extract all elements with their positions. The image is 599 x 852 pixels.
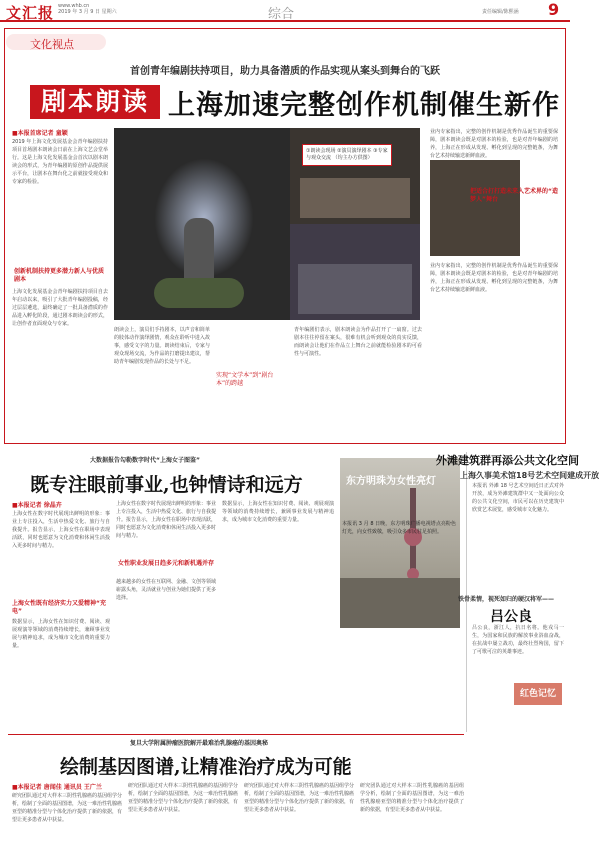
- article3-headline: 外滩建筑群再添公共文化空间: [436, 454, 579, 467]
- section-tag: 文化视点: [30, 38, 74, 51]
- article2-text-1: 上海女性在数字时代展现出鲜明的形象：事业上专注投入，生活中热爱文化、旅行与自我提升。报告显示，上海女性在职场中表现活跃，同时也愿意为文化消费和休闲生活投入更多时间与精力。: [12, 511, 110, 549]
- page-number: 9: [548, 0, 560, 19]
- article2-subhead-1: 上海女性既有经济实力又爱精神“充电”: [12, 600, 106, 615]
- column-divider: [466, 452, 467, 732]
- url-line: www.whb.cn: [58, 3, 90, 9]
- article4-text: 吕公良，浙江人，抗日名将。他戎马一生，为国家和民族的解放事业浴血奋战，在抗战中屡立战功，最终壮烈殉国，留下了可歌可泣的英雄事迹。: [472, 625, 564, 655]
- feature-col4-intro: 业内专家指出，完整的创作机制是优秀作品诞生的重要保障，剧本朗读会既是对剧本的检验，也是对青年编剧的培养，上海正在形成从发现、孵化到呈现的完整链条，为舞台艺术持续输送新鲜血液。: [430, 129, 558, 159]
- photo-caption-title: 东方明珠为女性亮灯: [346, 476, 436, 487]
- newspaper-logo: 文汇报: [6, 4, 55, 22]
- masthead-meta: [58, 3, 117, 15]
- stage-photo-3: [290, 224, 420, 320]
- article2-headline: 既专注眼前事业,也钟情诗和远方: [30, 474, 303, 496]
- article2-text-5: 数据显示，上海女性在知识付费、阅读、观展观演等领域的消费持续增长，兼顾事业发展与精神追求，成为城市文化消费的重要力量。: [222, 501, 334, 523]
- editor-info: 责任编辑/陈熙涵: [482, 9, 519, 15]
- feature-col2-text: 朗读会上，演员们手持剧本，以声音和简单的肢体动作演绎剧情，观众在聆听中进入故事，感受文字的力量。朗读结束后，专家与观众现场交流，为作品的打磨提出建议，帮助青年编剧发现作品的长处与不足。: [114, 327, 210, 365]
- article5-byline: ■本报记者 唐闻佳 通讯员 王广兰: [12, 784, 102, 791]
- photo-caption: ①朗读会现场 ②演员演绎剧本 ③专家与观众交流 （均主办方供图）: [302, 144, 392, 166]
- feature-pull-quote: 实现“文学本”到“剧台本”的跨越: [216, 372, 274, 387]
- article5-text-3: 研究团队通过对大样本三阴性乳腺癌的基因组学分析，绘制了全面的基因图谱，为这一难治性乳腺癌亚型的精准分型与个体化治疗提供了新的依据，有望让更多患者从中获益。: [244, 783, 355, 813]
- article5-text-2: 研究团队通过对大样本三阴性乳腺癌的基因组学分析，绘制了全面的基因图谱，为这一难治性乳腺癌亚型的精准分型与个体化治疗提供了新的依据，有望让更多患者从中获益。: [128, 783, 239, 813]
- feature-subtitle: 首创青年编剧扶持项目，助力具备潜质的作品实现从案头到舞台的飞跃: [130, 66, 440, 77]
- stage-photo-2: [290, 128, 420, 224]
- masthead: [0, 0, 570, 22]
- red-memory-stamp: 红色记忆: [514, 683, 562, 705]
- article5-text-1: 研究团队通过对大样本三阴性乳腺癌的基因组学分析，绘制了全面的基因图谱，为这一难治性乳腺癌亚型的精准分型与个体化治疗提供了新的依据，有望让更多患者从中获益。: [12, 793, 123, 823]
- article3-text: 本报讯 外滩 18 号艺术空间近日正式对外开放，成为外滩建筑群中又一处面向公众的公共文化空间，市民可以在历史建筑中欣赏艺术展览，感受城市文化魅力。: [472, 483, 564, 513]
- headline-badge: 剧本朗读会: [30, 85, 160, 119]
- photo-caption-text: 本报讯 3 月 8 日晚，东方明珠广播电视塔点亮粉色灯光，向女性致敬，吸引众多市民驻足拍照。: [342, 521, 456, 535]
- article2-text-4: 越来越多的女性在互联网、金融、文创等领域崭露头角，灵活就业与创业为她们提供了更多选择。: [116, 579, 217, 601]
- feature-col1-text: 2019 年上海文化发展基金会青年编剧扶持项目首场剧本朗读会日前在上海文艺会堂举行。这是上海文化发展基金会首次以剧本朗读会的形式，为青年编剧的原创作品提供展示平台，让剧本在舞台化之前就接受观众和专家的检验。: [12, 139, 108, 185]
- section-title: 综合: [268, 7, 295, 22]
- article2-byline: ■本报记者 徐晶卉: [12, 502, 62, 509]
- article3-subhead: 上海久事美术馆18号艺术空间建成开放: [460, 471, 599, 480]
- article5-kicker: 复旦大学附属肿瘤医院解开最难治乳腺癌的基因奥秘: [130, 740, 269, 747]
- article5-rule: [8, 734, 464, 735]
- article5-text-4: 研究团队通过对大样本三阴性乳腺癌的基因组学分析，绘制了全面的基因图谱，为这一难治性乳腺癌亚型的精准分型与个体化治疗提供了新的依据，有望让更多患者从中获益。: [360, 783, 464, 813]
- stage-photo-4: [430, 160, 520, 256]
- feature-col1-text-2: 上海文化发展基金会青年编剧扶持项目自去年启动以来，吸引了大批青年编剧投稿，经过层层遴选，最终确定了一批具备潜质的作品进入孵化阶段，通过剧本朗读会的形式，让创作者直面观众与专家。: [12, 289, 108, 327]
- feature-col3-text: 青年编剧们表示，剧本朗读会为作品打开了一扇窗。过去剧本往往停留在案头，很难有机会听到观众的真实反馈，而朗读会让他们在作品立上舞台之前就能检验剧本的可看性与可演性。: [294, 327, 422, 357]
- stage-photo-1: [114, 128, 290, 320]
- article5-headline: 绘制基因图谱,让精准治疗成为可能: [60, 756, 352, 778]
- article2-text-3: 上海女性在数字时代展现出鲜明的形象：事业上专注投入，生活中热爱文化、旅行与自我提升。报告显示，上海女性在职场中表现活跃，同时也愿意为文化消费和休闲生活投入更多时间与精力。: [116, 501, 217, 539]
- article2-subhead-2: 女性职业发展日趋多元和新机遇并存: [118, 560, 215, 567]
- article2-text-2: 数据显示，上海女性在知识付费、阅读、观展观演等领域的消费持续增长，兼顾事业发展与精神追求，成为城市文化消费的重要力量。: [12, 619, 110, 649]
- feature-byline: ■本报首席记者 童颖: [12, 130, 68, 137]
- feature-col4-text: 业内专家指出，完整的创作机制是优秀作品诞生的重要保障，剧本朗读会既是对剧本的检验，也是对青年编剧的培养，上海正在形成从发现、孵化到呈现的完整链条，为舞台艺术持续输送新鲜血液。: [430, 263, 558, 293]
- article4-kicker: 铁骨柔情，视死如归的硬汉将军——: [458, 596, 555, 603]
- article2-kicker: 大数据报告勾勒数字时代“上海女子图鉴”: [90, 457, 200, 464]
- feature-col4-subhead: 把适合打打造未来入艺术界的“造梦人”舞台: [470, 188, 558, 203]
- feature-col1-subhead: 创新机制扶持更多潜力新人与优质剧本: [14, 268, 105, 283]
- feature-headline: 上海加速完整创作机制催生新作: [168, 90, 560, 121]
- article4-headline: 吕公良: [490, 609, 532, 625]
- date-line: 2019 年 3 月 9 日 星期六: [58, 9, 117, 15]
